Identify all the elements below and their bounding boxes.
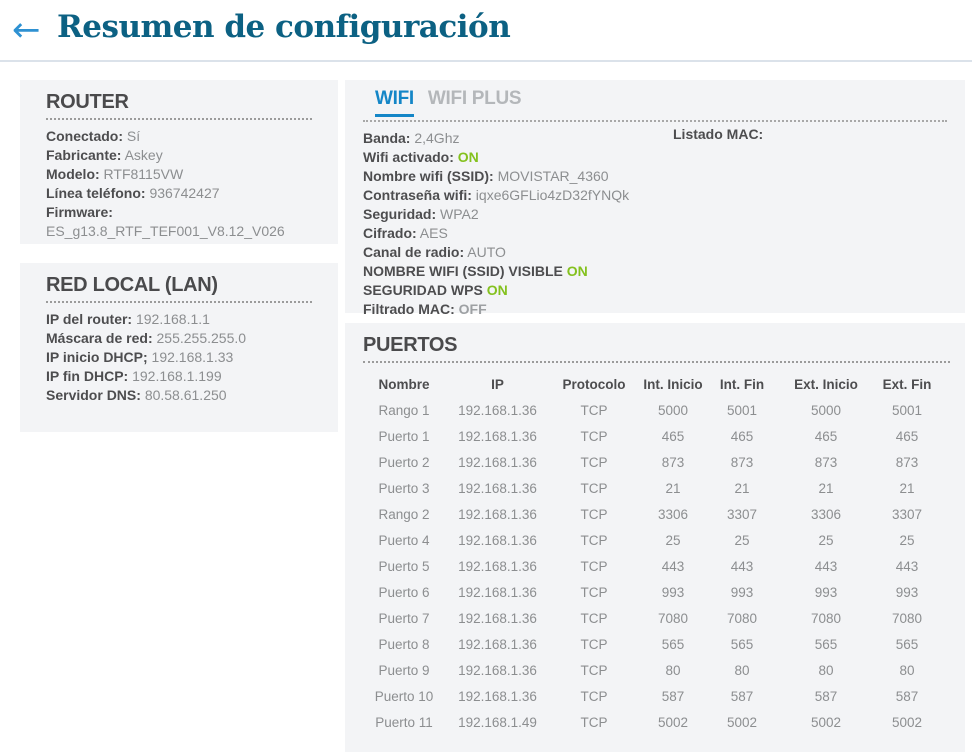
wifi-tabs: [363, 86, 947, 122]
ports-section: [345, 323, 965, 752]
mac-list-label: Listado MAC:: [673, 126, 764, 142]
ports-table-cell: TCP: [580, 558, 608, 574]
config-item-value: RTF8115VW: [103, 166, 184, 182]
ports-table-cell: 465: [661, 428, 685, 444]
wifi-details: [363, 129, 947, 319]
config-item-value: MOVISTAR_4360: [497, 168, 609, 184]
config-item: [363, 167, 947, 186]
ports-table-row: [363, 501, 938, 527]
config-item-label: Canal de radio:: [363, 244, 465, 260]
config-item: [46, 146, 312, 165]
config-item-value: AUTO: [467, 244, 506, 260]
ports-table-cell: 25: [818, 532, 834, 548]
ports-table-cell: 873: [730, 454, 754, 470]
config-item-value: 936742427: [149, 185, 220, 201]
ports-table-cell: Puerto 1: [378, 428, 430, 444]
ports-table-cell: 465: [730, 428, 754, 444]
ports-table: [363, 371, 938, 735]
ports-table-cell: 873: [814, 454, 838, 470]
ports-table-cell: 192.168.1.36: [458, 662, 537, 678]
ports-table-cell: 993: [895, 584, 919, 600]
lan-section-title: RED LOCAL (LAN): [46, 274, 312, 303]
ports-table-cell: 993: [661, 584, 685, 600]
ports-table-cell: 443: [814, 558, 838, 574]
ports-table-cell: 3306: [810, 506, 842, 522]
ports-table-cell: 443: [895, 558, 919, 574]
ports-table-cell: 587: [661, 688, 685, 704]
tab-wifi[interactable]: WIFI: [375, 88, 414, 117]
ports-table-cell: Puerto 8: [378, 636, 430, 652]
ports-table-cell: 192.168.1.36: [458, 584, 537, 600]
ports-table-cell: 565: [661, 636, 685, 652]
ports-table-row: [363, 553, 938, 579]
ports-table-cell: 443: [661, 558, 685, 574]
ports-table-row: [363, 657, 938, 683]
config-item: [363, 262, 947, 281]
ports-table-cell: TCP: [580, 662, 608, 678]
config-item-value: ON: [566, 263, 588, 279]
router-section: [20, 80, 338, 244]
page-header: [0, 0, 972, 61]
ports-table-cell: 5001: [891, 402, 923, 418]
ports-table-cell: TCP: [580, 688, 608, 704]
ports-table-cell: 873: [895, 454, 919, 470]
ports-table-row: [363, 527, 938, 553]
ports-table-row: [363, 709, 938, 735]
config-item-value: ON: [486, 282, 508, 298]
ports-table-cell: Rango 1: [378, 402, 430, 418]
config-item-label: Servidor DNS:: [46, 387, 141, 403]
ports-column-header: Int. Fin: [719, 376, 765, 392]
ports-table-cell: Puerto 6: [378, 584, 430, 600]
ports-table-row: [363, 631, 938, 657]
lan-details: [46, 310, 312, 405]
ports-table-cell: 7080: [657, 610, 689, 626]
ports-table-cell: TCP: [580, 428, 608, 444]
ports-table-cell: TCP: [580, 584, 608, 600]
config-item-value: ES_g13.8_RTF_TEF001_V8.12_V026: [46, 223, 285, 239]
ports-table-cell: 993: [730, 584, 754, 600]
ports-table-row: [363, 683, 938, 709]
ports-table-row: [363, 605, 938, 631]
ports-table-cell: 5002: [810, 714, 842, 730]
config-item: [363, 148, 947, 167]
ports-table-cell: 5002: [726, 714, 758, 730]
config-item-label: Línea teléfono:: [46, 185, 146, 201]
ports-table-cell: Puerto 11: [375, 714, 433, 730]
ports-column-header: Int. Inicio: [643, 376, 703, 392]
ports-table-row: [363, 449, 938, 475]
page-title: Resumen de configuración: [57, 9, 511, 45]
config-item-value: 2,4Ghz: [414, 130, 460, 146]
config-item-label: Firmware:: [46, 204, 113, 220]
ports-table-cell: 465: [814, 428, 838, 444]
config-item-label: Cifrado:: [363, 225, 417, 241]
wifi-section: [345, 80, 965, 317]
ports-table-cell: Puerto 7: [378, 610, 430, 626]
ports-column-header: Nombre: [378, 376, 430, 392]
config-item: [46, 367, 312, 386]
ports-table-cell: 7080: [810, 610, 842, 626]
ports-table-cell: 443: [730, 558, 754, 574]
ports-table-cell: 7080: [891, 610, 923, 626]
ports-column-header: Ext. Fin: [882, 376, 932, 392]
ports-table-cell: Puerto 3: [378, 480, 430, 496]
ports-table-cell: 25: [734, 532, 750, 548]
ports-table-cell: 192.168.1.36: [458, 480, 537, 496]
config-item-label: IP del router:: [46, 311, 133, 327]
config-item-label: Máscara de red:: [46, 330, 153, 346]
ports-table-cell: Puerto 4: [378, 532, 430, 548]
config-item-value: 80.58.61.250: [144, 387, 227, 403]
config-item-value: OFF: [458, 301, 487, 317]
config-item-value: WPA2: [440, 206, 479, 222]
config-item: [363, 243, 947, 262]
ports-table-cell: TCP: [580, 636, 608, 652]
ports-table-cell: 25: [665, 532, 681, 548]
ports-table-cell: 192.168.1.49: [458, 714, 537, 730]
config-item: [363, 186, 947, 205]
ports-table-cell: 21: [734, 480, 750, 496]
ports-table-cell: Puerto 9: [378, 662, 430, 678]
ports-table-cell: 192.168.1.36: [458, 688, 537, 704]
config-item: [363, 224, 947, 243]
config-item-value: 192.168.1.199: [132, 368, 222, 384]
back-arrow-icon[interactable]: ←: [12, 10, 41, 50]
ports-table-cell: 21: [665, 480, 681, 496]
config-item: [46, 184, 312, 203]
ports-table-cell: TCP: [580, 506, 608, 522]
ports-table-cell: 21: [818, 480, 834, 496]
config-item-value: 192.168.1.33: [151, 349, 234, 365]
ports-table-row: [363, 475, 938, 501]
ports-table-cell: 5000: [810, 402, 842, 418]
ports-table-cell: 192.168.1.36: [458, 506, 537, 522]
config-item: [46, 310, 312, 329]
lan-section: [20, 263, 338, 432]
ports-table-cell: 565: [895, 636, 919, 652]
ports-table-cell: 80: [899, 662, 915, 678]
ports-table-cell: 192.168.1.36: [458, 558, 537, 574]
ports-table-header-row: [363, 371, 938, 397]
ports-table-cell: 5002: [891, 714, 923, 730]
config-item-label: Nombre wifi (SSID):: [363, 168, 494, 184]
ports-table-cell: 25: [899, 532, 915, 548]
ports-table-row: [363, 397, 938, 423]
ports-table-cell: 565: [814, 636, 838, 652]
ports-table-row: [363, 423, 938, 449]
config-item-label: Filtrado MAC:: [363, 301, 455, 317]
config-item: [46, 165, 312, 184]
ports-table-cell: 80: [665, 662, 681, 678]
config-item: [46, 127, 312, 146]
ports-table-cell: 5002: [657, 714, 689, 730]
ports-table-cell: 192.168.1.36: [458, 636, 537, 652]
ports-table-cell: Puerto 10: [374, 688, 434, 704]
config-item-value: AES: [419, 225, 448, 241]
config-item-label: IP inicio DHCP;: [46, 349, 148, 365]
ports-table-cell: 3306: [657, 506, 689, 522]
ports-table-cell: 192.168.1.36: [458, 402, 537, 418]
ports-table-cell: 565: [730, 636, 754, 652]
config-item-label: SEGURIDAD WPS: [363, 282, 483, 298]
ports-table-cell: Puerto 5: [378, 558, 430, 574]
config-item: [46, 348, 312, 367]
config-item-value: iqxe6GFLio4zD32fYNQk: [475, 187, 630, 203]
ports-table-row: [363, 579, 938, 605]
config-item: [363, 205, 947, 224]
ports-table-cell: 7080: [726, 610, 758, 626]
ports-column-header: IP: [491, 376, 504, 392]
ports-table-cell: 587: [814, 688, 838, 704]
ports-table-cell: 587: [730, 688, 754, 704]
ports-table-cell: Rango 2: [378, 506, 430, 522]
config-item-label: Conectado:: [46, 128, 123, 144]
config-item: [46, 203, 312, 241]
ports-table-cell: 192.168.1.36: [458, 610, 537, 626]
ports-section-title: PUERTOS: [363, 334, 950, 363]
ports-table-cell: 5000: [657, 402, 689, 418]
ports-table-cell: TCP: [580, 532, 608, 548]
ports-table-cell: 465: [895, 428, 919, 444]
ports-table-cell: 192.168.1.36: [458, 454, 537, 470]
ports-table-cell: 5001: [726, 402, 758, 418]
config-item-label: NOMBRE WIFI (SSID) VISIBLE: [363, 263, 563, 279]
ports-table-cell: 192.168.1.36: [458, 532, 537, 548]
config-item: [46, 329, 312, 348]
ports-table-cell: TCP: [580, 610, 608, 626]
ports-table-cell: 3307: [726, 506, 758, 522]
ports-table-cell: 80: [734, 662, 750, 678]
ports-table-cell: 80: [818, 662, 834, 678]
config-item-value: Sí: [126, 128, 141, 144]
ports-table-cell: TCP: [580, 402, 608, 418]
config-item-label: Modelo:: [46, 166, 100, 182]
router-details: [46, 127, 312, 241]
config-item-label: Banda:: [363, 130, 411, 146]
ports-table-cell: 873: [661, 454, 685, 470]
config-item-value: 255.255.255.0: [156, 330, 247, 346]
config-item: [363, 281, 947, 300]
config-item-label: Seguridad:: [363, 206, 437, 222]
ports-table-cell: 993: [814, 584, 838, 600]
ports-table-cell: TCP: [580, 480, 608, 496]
ports-table-cell: 21: [899, 480, 915, 496]
ports-table-cell: Puerto 2: [378, 454, 430, 470]
ports-table-cell: 192.168.1.36: [458, 428, 537, 444]
config-item-value: Askey: [124, 147, 163, 163]
config-item: [363, 300, 947, 319]
ports-table-cell: 3307: [891, 506, 923, 522]
router-section-title: ROUTER: [46, 91, 312, 120]
ports-column-header: Ext. Inicio: [794, 376, 858, 392]
config-item: [46, 386, 312, 405]
header-divider: [0, 60, 972, 62]
config-item-label: Contraseña wifi:: [363, 187, 472, 203]
config-item-label: Fabricante:: [46, 147, 122, 163]
config-item-value: ON: [457, 149, 479, 165]
ports-table-cell: 587: [895, 688, 919, 704]
ports-table-cell: TCP: [580, 714, 608, 730]
config-item: [363, 129, 947, 148]
config-item-value: 192.168.1.1: [135, 311, 210, 327]
config-item-label: Wifi activado:: [363, 149, 454, 165]
tab-wifi-plus[interactable]: WIFI PLUS: [427, 88, 522, 109]
ports-column-header: Protocolo: [562, 376, 626, 392]
ports-table-cell: TCP: [580, 454, 608, 470]
config-item-label: IP fin DHCP:: [46, 368, 129, 384]
